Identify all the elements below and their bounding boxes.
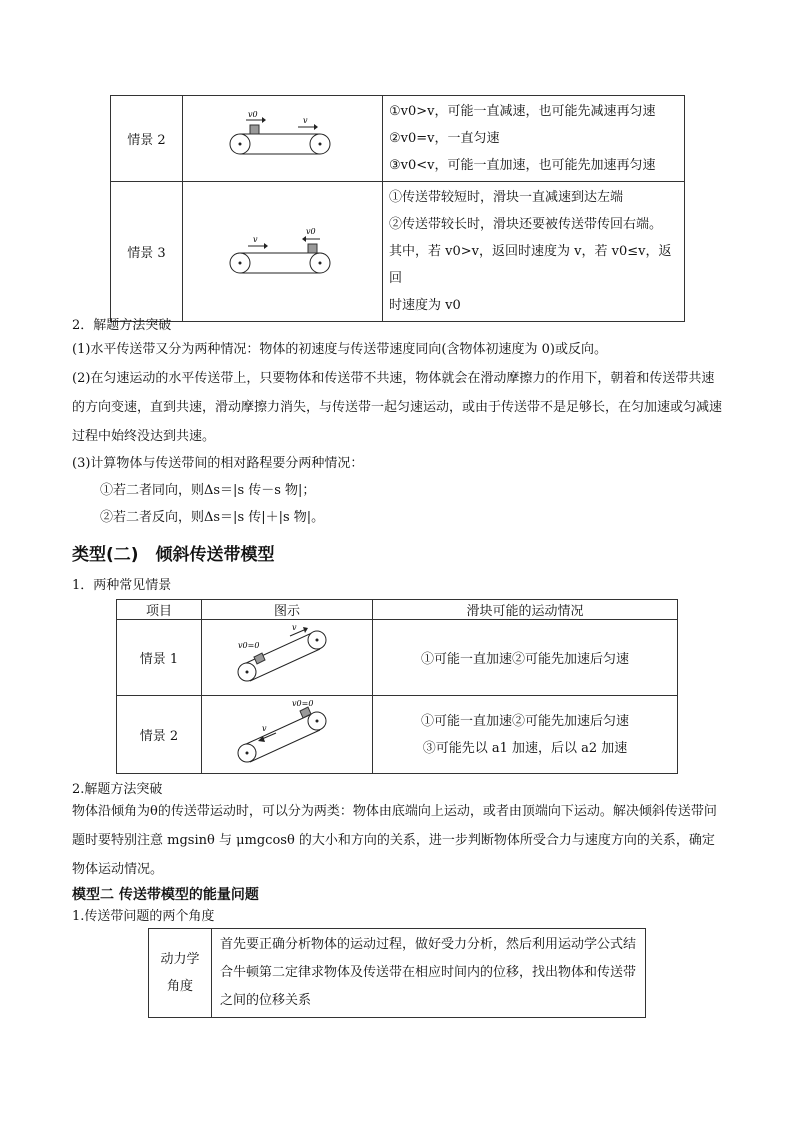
description-line: ①可能一直加速②可能先加速后匀速 xyxy=(420,652,629,667)
column-header: 项目 xyxy=(117,600,202,620)
section-title: 类型(二) 倾斜传送带模型 xyxy=(72,545,275,565)
row-label xyxy=(149,929,212,1018)
section-heading: 2．解题方法突破 xyxy=(72,318,172,333)
row-label: 情景 2 xyxy=(111,96,183,182)
motion-description xyxy=(383,182,685,322)
horizontal-belt-diagram-2 xyxy=(228,107,338,167)
belt-figure xyxy=(183,182,383,322)
angle-content: 首先要正确分析物体的运动过程，做好受力分析，然后利用运动学公式结合牛顿第二定律求物体及传送带在相应时间内的位移，找出物体和传送带之间的位移关系 xyxy=(212,929,646,1018)
belt-figure xyxy=(202,696,373,774)
belt-figure xyxy=(183,96,383,182)
table-row xyxy=(111,96,685,182)
label-line: 角度 xyxy=(166,979,193,994)
table-row xyxy=(111,182,685,322)
motion-description xyxy=(383,96,685,182)
subheading: 2.解题方法突破 xyxy=(72,782,163,797)
row-label: 情景 1 xyxy=(117,620,202,696)
v-label: v xyxy=(252,234,258,244)
description-line: ②传送带较长时，滑块还要被传送带传回右端。 xyxy=(389,217,663,232)
v-label: v xyxy=(262,723,267,733)
column-header: 图示 xyxy=(202,600,373,620)
description-line: ③v0<v，可能一直加速，也可能先加速再匀速 xyxy=(389,158,656,173)
description-line: ①传送带较短时，滑块一直减速到达左端 xyxy=(389,190,624,205)
inclined-belt-diagram-2 xyxy=(232,699,342,767)
paragraph: 物体沿倾角为θ的传送带运动时，可以分为两类：物体由底端向上运动，或者由顶端向下运动。解决倾斜传送带问题时要特别注意 mgsinθ 与 μmgcosθ 的大小和方向的关系，进一步判断物体所受合力与速度方向的关系，确定物体运动情况。 xyxy=(72,804,717,877)
motion-description xyxy=(373,620,678,696)
v0-label: v0 xyxy=(247,109,258,119)
section-title: 模型二 传送带模型的能量问题 xyxy=(72,887,259,903)
v0-label: v0 xyxy=(305,226,316,236)
formula-line: ①若二者同向，则Δs＝|s 传－s 物|； xyxy=(100,483,316,498)
description-line: 时速度为 v0 xyxy=(389,298,461,313)
subheading: 1．两种常见情景 xyxy=(72,578,172,593)
formula-line: ②若二者反向，则Δs＝|s 传|＋|s 物|。 xyxy=(100,510,325,525)
horizontal-belt-table xyxy=(110,95,685,322)
belt-figure xyxy=(202,620,373,696)
v0-label: v0=0 xyxy=(292,698,314,708)
subheading: 1.传送带问题的两个角度 xyxy=(72,909,215,924)
label-line: 动力学 xyxy=(160,952,200,967)
v-label: v xyxy=(292,623,297,632)
description-line: ③可能先以 a1 加速，后以 a2 加速 xyxy=(422,740,628,756)
description-line: 其中，若 v0>v，返回时速度为 v，若 v0≤v，返回 xyxy=(389,244,672,286)
table-row xyxy=(117,620,678,696)
table-header-row xyxy=(117,600,678,620)
inclined-belt-diagram-1 xyxy=(232,624,342,688)
paragraph: (3)计算物体与传送带间的相对路程要分两种情况： xyxy=(72,456,364,471)
description-line: ①v0>v，可能一直减速，也可能先减速再匀速 xyxy=(389,104,656,119)
paragraph: (2)在匀速运动的水平传送带上，只要物体和传送带不共速，物体就会在滑动摩擦力的作用下，朝着和传送带共速的方向变速，直到共速，滑动摩擦力消失，与传送带一起匀速运动，或由于传送带不是足够长，在匀加速或匀减速过程中始终没达到共速。 xyxy=(72,371,723,444)
paragraph: (1)水平传送带又分为两种情况：物体的初速度与传送带速度同向(含物体初速度为 0)或反向。 xyxy=(72,342,607,357)
inclined-belt-table xyxy=(116,599,678,774)
v-label: v xyxy=(302,115,308,125)
row-label: 情景 3 xyxy=(111,182,183,322)
table-row xyxy=(117,696,678,774)
description-line: ①可能一直加速②可能先加速后匀速 xyxy=(420,713,629,729)
description-line: ②v0=v，一直匀速 xyxy=(389,131,500,146)
v0-label: v0=0 xyxy=(238,640,260,650)
horizontal-belt-diagram-3 xyxy=(228,220,338,280)
row-label: 情景 2 xyxy=(117,696,202,774)
motion-description xyxy=(373,696,678,774)
column-header: 滑块可能的运动情况 xyxy=(373,600,678,620)
table-row xyxy=(149,929,646,1018)
angle-table xyxy=(148,928,646,1018)
